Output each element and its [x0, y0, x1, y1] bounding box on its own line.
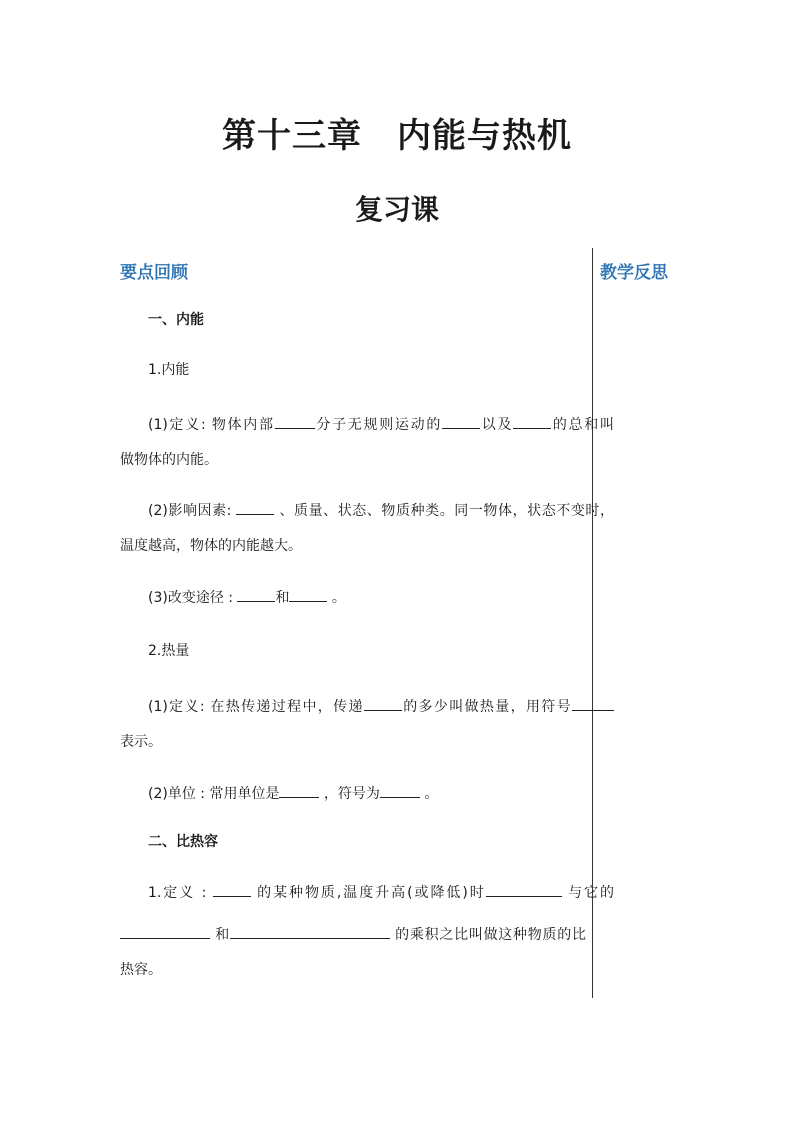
- item-internal-energy: 1.内能: [148, 362, 190, 378]
- fill-blank: [230, 924, 390, 939]
- heat-definition-line-1: (1)定义: 在热传递过程中，传递 的多少叫做热量，用符号: [120, 696, 614, 717]
- fill-blank: [279, 783, 319, 798]
- fill-blank: [213, 882, 251, 897]
- document-subtitle: 复习课: [354, 193, 439, 226]
- section-internal-energy: 一、内能: [148, 312, 204, 328]
- heat-unit: (2)单位 : 常用单位是 ，符号为 。: [120, 783, 614, 804]
- fill-blank: [275, 414, 315, 429]
- heat-definition-line-2: 表示。: [120, 734, 162, 750]
- key-points-heading: 要点回顾: [120, 263, 188, 283]
- definition-line-2: 做物体的内能。: [120, 452, 218, 468]
- definition-line-1: (1)定义: 物体内部 分子无规则运动的 以及 的总和叫: [120, 414, 614, 435]
- fill-blank: [364, 696, 402, 711]
- factors-line-2: 温度越高，物体的内能越大。: [120, 538, 302, 554]
- change-methods: (3)改变途径 : 和 。: [120, 587, 614, 608]
- item-heat: 2.热量: [148, 643, 190, 659]
- fill-blank: [442, 414, 480, 429]
- teaching-reflection-heading: 教学反思: [600, 263, 668, 283]
- specific-heat-line-3: 热容。: [120, 962, 162, 978]
- specific-heat-line-2: 和 的乘积之比叫做这种物质的比: [120, 924, 586, 945]
- section-specific-heat: 二、比热容: [148, 834, 218, 850]
- fill-blank: [486, 882, 562, 897]
- fill-blank: [236, 500, 274, 515]
- fill-blank: [120, 924, 210, 939]
- factors-line-1: (2)影响因素: 、质量、状态、物质种类。同一物体，状态不变时，: [120, 500, 614, 521]
- fill-blank: [237, 587, 275, 602]
- fill-blank: [513, 414, 551, 429]
- fill-blank: [380, 783, 420, 798]
- fill-blank: [572, 696, 614, 711]
- specific-heat-line-1: 1.定义 : 的某种物质,温度升高(或降低)时 与它的: [120, 882, 614, 903]
- fill-blank: [289, 587, 327, 602]
- document-title: 第十三章 内能与热机: [222, 116, 572, 156]
